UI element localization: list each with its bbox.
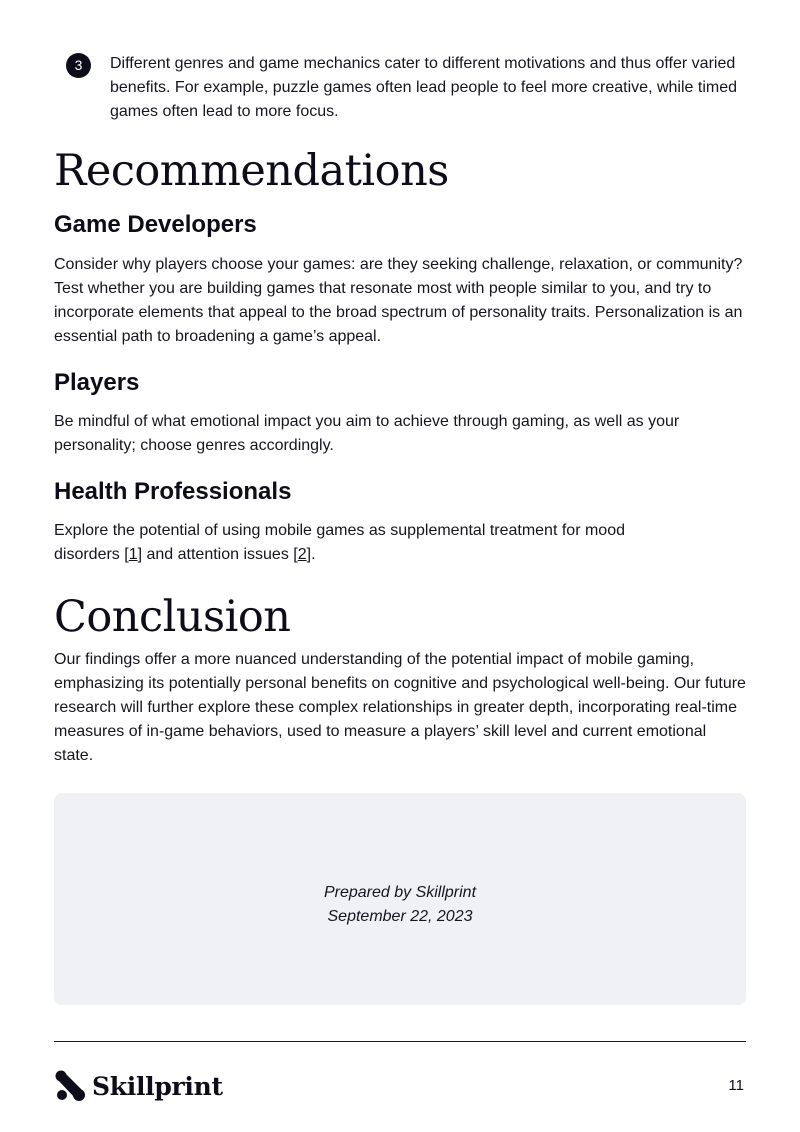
players-text: Be mindful of what emotional impact you aim to achieve through gaming, as well as your personality; choose genres accordingly. bbox=[54, 413, 680, 454]
skillprint-logo-icon bbox=[54, 1070, 86, 1102]
skillprint-logo bbox=[54, 1070, 223, 1102]
list-number-badge: 3 bbox=[66, 53, 91, 78]
reference-link-1[interactable]: 1 bbox=[128, 546, 138, 563]
page-number: 11 bbox=[728, 1077, 744, 1094]
recommendations-heading: Recommendations bbox=[54, 146, 449, 196]
footer-divider bbox=[54, 1041, 746, 1042]
prepared-by-box bbox=[54, 793, 746, 1005]
game-developers-heading: Game Developers bbox=[54, 211, 257, 238]
game-developers-text: Consider why players choose your games: are they seeking challenge, relaxation, or community? Test whether you are building games that resonate most with people similar to you, and try to incorporate elements that appeal to the broad spectrum of personality traits. Personalization is an essential path to broadening a game’s appeal. bbox=[54, 256, 743, 345]
conclusion-heading: Conclusion bbox=[54, 592, 291, 642]
health-professionals-text: Explore the potential of using mobile games as supplemental treatment for mood disorders [1] and attention issues [2]. bbox=[54, 522, 625, 563]
document-page bbox=[54, 0, 746, 1132]
skillprint-wordmark: Skillprint bbox=[92, 1071, 223, 1101]
prepared-date: September 22, 2023 bbox=[327, 908, 473, 925]
reference-link-2[interactable]: 2 bbox=[297, 546, 307, 563]
players-heading: Players bbox=[54, 369, 140, 396]
list-item-text: Different genres and game mechanics cater to different motivations and thus offer varied benefits. For example, puzzle games often lead people to feel more creative, while timed games often lead to more focus. bbox=[110, 55, 737, 120]
health-professionals-heading: Health Professionals bbox=[54, 478, 292, 505]
conclusion-text: Our findings offer a more nuanced understanding of the potential impact of mobile gaming, emphasizing its potentially personal benefits on cognitive and psychological well-being. Our future research will further explore these complex relationships in greater depth, incorporating real-time measures of in-game behaviors, used to measure a players’ skill level and current emotional state. bbox=[54, 651, 746, 764]
prepared-by-text: Prepared by Skillprint bbox=[323, 884, 477, 901]
